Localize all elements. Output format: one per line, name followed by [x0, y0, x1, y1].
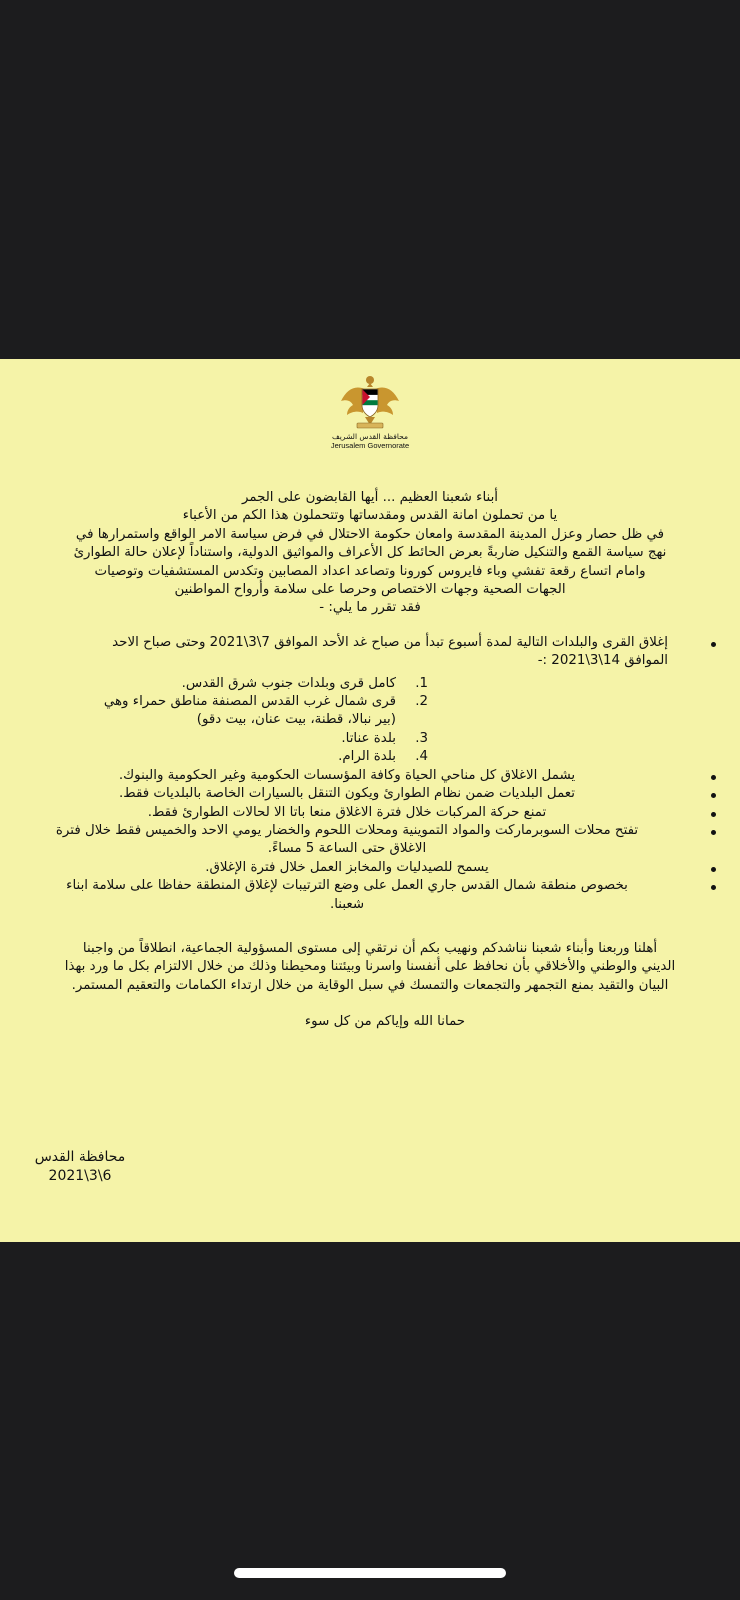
sub-item-text: قرى شمال غرب القدس المصنفة مناطق حمراء وهي — [103, 694, 396, 710]
bullet-icon — [711, 793, 716, 798]
emblem — [320, 371, 420, 461]
intro-line-1: في ظل حصار وعزل المدينة المقدسة وامعان حكومة الاحتلال في فرض سياسة الامر الواقع واستمرارها في — [75, 526, 665, 542]
signature-name: محافظة القدس — [34, 1149, 126, 1165]
sub-item-text: بلدة عناتا. — [341, 730, 396, 746]
eagle-emblem-icon — [337, 371, 403, 431]
intro-line-2: نهج سياسة القمع والتنكيل ضاربةً بعرض الحائط كل الأعراف والمواثيق الدولية، واستناداً لإعلان حالة الطوارئ — [73, 545, 667, 561]
list-item — [4, 877, 736, 914]
sub-item-number: 2. — [415, 694, 428, 710]
bullet-icon — [711, 775, 716, 780]
bullet-icon — [711, 830, 716, 835]
document-image — [0, 359, 740, 1242]
sub-list-item — [8, 675, 668, 693]
list-item-line: يشمل الاغلاق كل مناحي الحياة وكافة المؤسسات الحكومية وغير الحكومية والبنوك. — [118, 767, 576, 783]
blessing-line: حمانا الله وإياكم من كل سوء — [304, 1014, 466, 1030]
list-item — [4, 822, 736, 859]
closing-line: البيان والتقيد بمنع التجمهر والتجمعات والتمسك في سبل الوقاية من خلال ارتداء الكمامات والتعقيم المستمر. — [71, 977, 669, 993]
intro-line-4: الجهات الصحية وجهات الاختصاص وحرصا على سلامة وأرواح المواطنين — [174, 582, 566, 598]
bullet-icon — [711, 867, 716, 872]
list-item-line: بخصوص منطقة شمال القدس جاري العمل على وضع الترتيبات لإغلاق المنطقة حفاظا على سلامة ابناء — [66, 878, 628, 894]
list-item-line: الموافق 14\3\2021 :- — [537, 653, 668, 669]
emblem-english-name: Jerusalem Governorate — [330, 441, 410, 450]
sub-item-text: كامل قرى وبلدات جنوب شرق القدس. — [181, 675, 396, 691]
heading-line-2: يا من تحملون امانة القدس ومقدساتها وتتحملون هذا الكم من الأعباء — [182, 508, 558, 524]
list-item — [4, 767, 736, 785]
bullet-icon — [711, 885, 716, 890]
sub-item-number: 1. — [415, 675, 428, 691]
list-item-line: تعمل البلديات ضمن نظام الطوارئ ويكون التنقل بالسيارات الخاصة بالبلديات فقط. — [118, 786, 575, 802]
closing-line: أهلنا وربعنا وأبناء شعبنا نناشدكم ونهيب بكم أن نرتقي إلى مستوى المسؤولية الجماعية، انطلاقاً من واجبنا — [82, 940, 658, 956]
list-item-line: إغلاق القرى والبلدات التالية لمدة أسبوع تبدأ من صباح غد الأحد الموافق 7\3\2021 وحتى صباح الاحد — [112, 634, 668, 650]
list-item — [4, 804, 736, 822]
sub-item-number: 3. — [415, 730, 428, 746]
home-indicator[interactable] — [234, 1568, 506, 1578]
list-item — [4, 634, 736, 767]
list-item — [4, 859, 736, 877]
bullet-icon — [711, 642, 716, 647]
list-item-line: تمنع حركة المركبات خلال فترة الاغلاق منعا باتا الا لحالات الطوارئ فقط. — [147, 804, 547, 820]
list-item-line: تفتح محلات السوبرماركت والمواد التموينية ومحلات اللحوم والخضار يومي الاحد والخميس فقط خلال فترة — [55, 822, 639, 838]
list-item-line: الاغلاق حتى الساعة 5 مساءً. — [267, 841, 427, 857]
list-item-line: شعبنا. — [329, 896, 365, 912]
signature-block — [20, 1148, 140, 1186]
list-item — [4, 785, 736, 803]
sub-item-text: بلدة الرام. — [338, 749, 396, 765]
intro-line-3: وامام اتساع رقعة تفشي وباء فايروس كورونا وتصاعد اعداد المصابين وتكدس المستشفيات وتوصيات — [94, 563, 646, 579]
sub-item-number: 4. — [415, 749, 428, 765]
closing-line: الديني والوطني والأخلاقي بأن نحافظ على أنفسنا واسرنا وبيئتنا ومحيطنا وذلك من خلال الالتزام بكل ما ورد بهذا — [64, 959, 676, 975]
intro-line-5: فقد تقرر ما يلي: - — [319, 600, 421, 616]
decisions-list — [4, 634, 736, 914]
sub-list-item — [8, 748, 668, 766]
list-item-line: يسمح للصيدليات والمخابز العمل خلال فترة الإغلاق. — [205, 859, 489, 875]
signature-date: 6\3\2021 — [48, 1168, 112, 1184]
heading-line-1: أبناء شعبنا العظيم ... أيها القابضون على الجمر — [241, 490, 499, 505]
sub-list-item — [8, 693, 668, 711]
closing-paragraph — [4, 940, 736, 995]
emblem-arabic-name: محافظة القدس الشريف — [332, 432, 408, 441]
sub-list-item — [8, 730, 668, 748]
statement-body — [4, 489, 736, 1032]
sub-list-item-continuation — [8, 711, 668, 729]
sub-item-text: (بير نبالا، قطنة، بيت عنان، بيت دقو) — [196, 712, 396, 728]
closure-areas-list — [8, 675, 668, 767]
bullet-icon — [711, 812, 716, 817]
